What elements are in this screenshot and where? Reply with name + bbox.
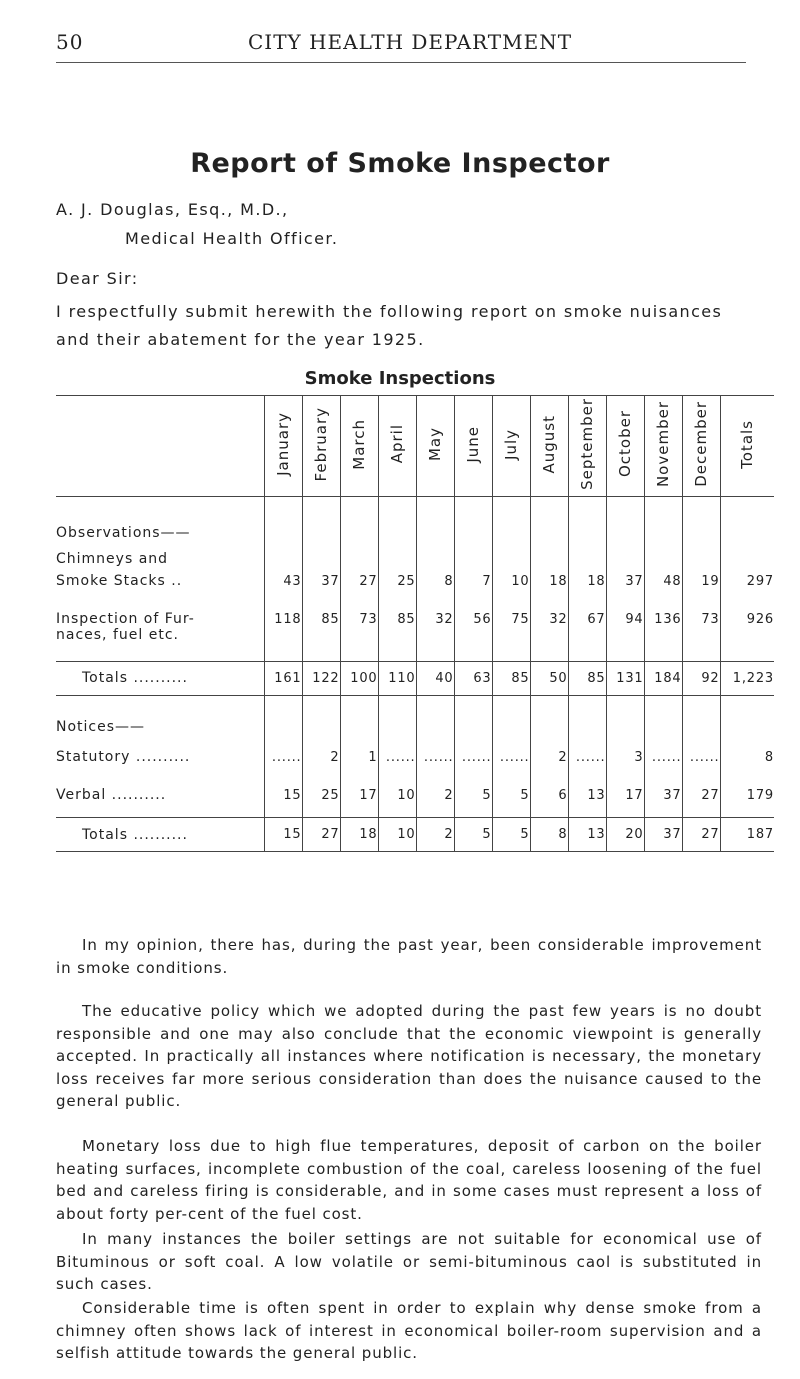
month-header: January	[274, 412, 292, 476]
row-label: Inspection of Fur-	[56, 611, 195, 627]
cell: 2	[416, 818, 454, 852]
cell: 27	[682, 765, 720, 803]
cell: 118	[264, 589, 302, 627]
paragraph: Considerable time is often spent in order to explain why dense smoke from a chimney often shows lack of interest in economical boiler-room supervision and a selfish attitude towards the general public.	[56, 1299, 762, 1362]
header-cell	[454, 396, 492, 497]
month-header: September	[578, 398, 596, 490]
cell: 122	[302, 661, 340, 695]
cell: ......	[492, 735, 530, 765]
cell: 5	[454, 765, 492, 803]
month-header: November	[654, 400, 672, 488]
cell: 3	[606, 735, 644, 765]
cell: 85	[378, 589, 416, 627]
cell: 37	[644, 818, 682, 852]
intro-line-2: and their abatement for the year 1925.	[56, 330, 425, 349]
header-cell	[302, 396, 340, 497]
cell: 2	[530, 735, 568, 765]
month-header: March	[350, 418, 368, 470]
cell: 161	[264, 661, 302, 695]
totals-label: Totals ..........	[56, 818, 264, 852]
cell: 67	[568, 589, 606, 627]
cell: 110	[378, 661, 416, 695]
header-cell	[606, 396, 644, 497]
smoke-inspections-table	[56, 395, 774, 852]
cell: 136	[644, 589, 682, 627]
totals-label: Totals ..........	[56, 661, 264, 695]
header-cell	[378, 396, 416, 497]
header-cell	[416, 396, 454, 497]
cell: 27	[682, 818, 720, 852]
cell: 17	[606, 765, 644, 803]
cell: 27	[340, 567, 378, 589]
cell: 27	[302, 818, 340, 852]
cell: ......	[682, 735, 720, 765]
cell: 7	[454, 567, 492, 589]
cell: 2	[416, 765, 454, 803]
cell: 73	[340, 589, 378, 627]
row-label: Smoke Stacks ..	[56, 573, 183, 589]
section-heading: Notices——	[56, 719, 146, 735]
cell: 94	[606, 589, 644, 627]
cell: 926	[720, 589, 774, 627]
header-cell	[264, 396, 302, 497]
cell: 2	[302, 735, 340, 765]
cell: 25	[302, 765, 340, 803]
header-cell	[492, 396, 530, 497]
table-row	[56, 541, 774, 567]
cell: 10	[378, 765, 416, 803]
table-title: Smoke Inspections	[304, 368, 496, 389]
cell: 10	[378, 818, 416, 852]
cell: 131	[606, 661, 644, 695]
table-row	[56, 567, 774, 589]
cell: 5	[454, 818, 492, 852]
paragraph: The educative policy which we adopted during the past few years is no doubt responsible and one may also conclude that the economic viewpoint is generally accepted. In practically all instances where notification is necessary, the monetary loss receives far more serious consideration than does the nuisance caused to the general public.	[56, 1002, 762, 1110]
month-header: August	[540, 414, 558, 474]
row-label: Statutory ..........	[56, 749, 191, 765]
cell: ......	[378, 735, 416, 765]
totals-header: Totals	[738, 419, 757, 469]
paragraph: In my opinion, there has, during the past year, been considerable improvement in smoke conditions.	[56, 936, 762, 977]
month-header: May	[426, 426, 444, 461]
cell: ......	[644, 735, 682, 765]
cell: 56	[454, 589, 492, 627]
cell: 13	[568, 818, 606, 852]
cell: 75	[492, 589, 530, 627]
cell: 1,223	[720, 661, 774, 695]
page-number: 50	[56, 30, 84, 54]
month-header: December	[692, 401, 710, 487]
cell: 85	[568, 661, 606, 695]
cell: 5	[492, 818, 530, 852]
addressee-title: Medical Health Officer.	[125, 229, 339, 248]
cell: 73	[682, 589, 720, 627]
cell: 32	[416, 589, 454, 627]
cell: 100	[340, 661, 378, 695]
cell: 8	[416, 567, 454, 589]
cell: 13	[568, 765, 606, 803]
cell: 32	[530, 589, 568, 627]
cell: 18	[530, 567, 568, 589]
cell: 40	[416, 661, 454, 695]
cell: ......	[568, 735, 606, 765]
cell: ......	[416, 735, 454, 765]
cell: 63	[454, 661, 492, 695]
section-heading: Observations——	[56, 525, 191, 541]
row-label-line: naces, fuel etc.	[56, 627, 179, 643]
cell: 92	[682, 661, 720, 695]
cell: ......	[454, 735, 492, 765]
cell: 15	[264, 765, 302, 803]
cell: 25	[378, 567, 416, 589]
cell: 85	[492, 661, 530, 695]
header-rule	[56, 62, 746, 63]
header-cell	[340, 396, 378, 497]
cell: 50	[530, 661, 568, 695]
cell: 8	[530, 818, 568, 852]
cell: 48	[644, 567, 682, 589]
header-label-cell	[56, 396, 264, 497]
cell: 15	[264, 818, 302, 852]
header-cell	[530, 396, 568, 497]
table-row	[56, 627, 774, 661]
table-row	[56, 765, 774, 803]
row-label: Verbal ..........	[56, 787, 167, 803]
header-cell	[568, 396, 606, 497]
month-header: April	[388, 424, 406, 464]
table-row	[56, 735, 774, 765]
cell: ......	[264, 735, 302, 765]
cell: 20	[606, 818, 644, 852]
paragraph: Monetary loss due to high flue temperatures, deposit of carbon on the boiler heating surfaces, incomplete combustion of the coal, careless loosening of the fuel bed and careless firing is considerable, and in some cases must represent a loss of about forty per-cent of the fuel cost.	[56, 1137, 762, 1223]
month-header-row	[56, 396, 774, 497]
cell: 19	[682, 567, 720, 589]
cell: 8	[720, 735, 774, 765]
cell: 10	[492, 567, 530, 589]
month-header: October	[616, 410, 634, 478]
notices-heading-row	[56, 695, 774, 735]
cell: 187	[720, 818, 774, 852]
notices-totals-row	[56, 818, 774, 852]
cell: 18	[568, 567, 606, 589]
header-cell	[682, 396, 720, 497]
observations-heading-row	[56, 511, 774, 541]
observations-totals-row	[56, 661, 774, 695]
cell: 5	[492, 765, 530, 803]
addressee-name: A. J. Douglas, Esq., M.D.,	[56, 200, 289, 219]
cell: 37	[302, 567, 340, 589]
cell: 297	[720, 567, 774, 589]
header-cell	[720, 396, 774, 497]
cell: 85	[302, 589, 340, 627]
cell: 179	[720, 765, 774, 803]
cell: 18	[340, 818, 378, 852]
month-header: July	[502, 428, 520, 460]
row-label-line: Chimneys and	[56, 551, 169, 567]
table-row	[56, 589, 774, 627]
salutation: Dear Sir:	[56, 269, 139, 288]
cell: 6	[530, 765, 568, 803]
intro-line-1: I respectfully submit herewith the following report on smoke nuisances	[56, 302, 723, 321]
page-header: CITY HEALTH DEPARTMENT	[248, 30, 573, 54]
month-header: June	[464, 425, 482, 463]
paragraph: In many instances the boiler settings are not suitable for economical use of Bituminous or soft coal. A low volatile or semi-bituminous caol is substituted in such cases.	[56, 1230, 762, 1293]
report-title: Report of Smoke Inspector	[190, 148, 610, 179]
header-cell	[644, 396, 682, 497]
cell: 43	[264, 567, 302, 589]
cell: 17	[340, 765, 378, 803]
month-header: February	[312, 406, 330, 482]
cell: 37	[606, 567, 644, 589]
cell: 37	[644, 765, 682, 803]
cell: 184	[644, 661, 682, 695]
cell: 1	[340, 735, 378, 765]
